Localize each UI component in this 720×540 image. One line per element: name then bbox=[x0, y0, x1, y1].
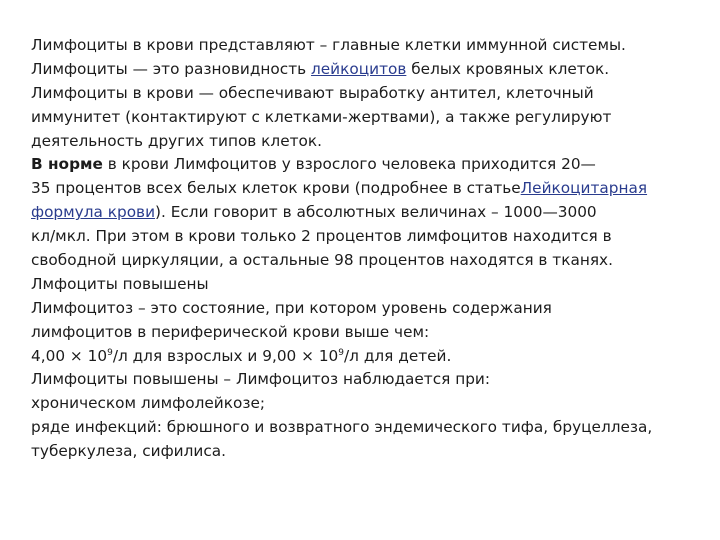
text-line bbox=[31, 297, 711, 321]
text: Лимфоциты в крови — обеспечивают выработку антител, клеточный bbox=[31, 83, 594, 102]
text-block bbox=[31, 34, 711, 464]
text: деятельность других типов клеток. bbox=[31, 131, 322, 150]
leukocyte-formula-link-part2[interactable]: формула крови bbox=[31, 203, 156, 222]
exponent: 9 bbox=[338, 347, 345, 358]
text: Лимфоцитоз – это состояние, при котором уровень содержания bbox=[31, 298, 552, 317]
text: кл/мкл. При этом в крови только 2 процентов лимфоцитов находится в bbox=[31, 227, 612, 246]
text: иммунитет (контактируют с клетками-жертвами), а также регулируют bbox=[31, 107, 612, 126]
text: туберкулеза, сифилиса. bbox=[31, 442, 226, 461]
text: в крови Лимфоцитов у взрослого человека приходится 20— bbox=[102, 155, 596, 174]
text: свободной циркуляции, а остальные 98 процентов находятся в тканях. bbox=[31, 251, 613, 270]
text: 35 процентов всех белых клеток крови (подробнее в статье bbox=[31, 179, 521, 198]
leukocyte-formula-link-part1[interactable]: Лейкоцитарная bbox=[520, 179, 648, 198]
text-line bbox=[31, 225, 711, 249]
text: Лимфоциты повышены – Лимфоцитоз наблюдается при: bbox=[31, 370, 490, 389]
text-line bbox=[31, 368, 711, 392]
exponent: 9 bbox=[107, 347, 113, 358]
text-line bbox=[31, 201, 711, 225]
text: лимфоцитов в периферической крови выше чем: bbox=[31, 322, 430, 341]
text: /л для взрослых и 9,00 × 10 bbox=[112, 346, 339, 365]
text: /л для детей. bbox=[344, 346, 452, 365]
text-line bbox=[31, 249, 711, 273]
text-line bbox=[31, 416, 711, 440]
text-line bbox=[31, 130, 711, 154]
text: ряде инфекций: брюшного и возвратного эндемического тифа, бруцеллеза, bbox=[31, 418, 653, 437]
text-line bbox=[31, 34, 711, 58]
text-line bbox=[31, 106, 711, 130]
text-line bbox=[31, 82, 711, 106]
text-line bbox=[31, 321, 711, 345]
text-line bbox=[31, 392, 711, 416]
text-line bbox=[31, 58, 711, 82]
text: белых кровяных клеток. bbox=[406, 59, 610, 78]
leukocytes-link[interactable]: лейкоцитов bbox=[310, 59, 407, 78]
text: хроническом лимфолейкозе; bbox=[31, 394, 266, 413]
text: 4,00 × 10 bbox=[31, 346, 108, 365]
text: Лимфоциты в крови представляют – главные клетки иммунной системы. bbox=[31, 36, 626, 54]
norm-bold-label: В норме bbox=[31, 155, 103, 174]
text-line bbox=[31, 177, 711, 201]
text-line bbox=[31, 153, 711, 177]
text-line bbox=[31, 273, 711, 297]
text-line bbox=[31, 345, 711, 369]
text: Лмфоциты повышены bbox=[31, 274, 209, 293]
text-line bbox=[31, 440, 711, 464]
text: ). Если говорит в абсолютных величинах – 1000—3000 bbox=[155, 203, 597, 222]
text: Лимфоциты — это разновидность bbox=[31, 59, 311, 78]
